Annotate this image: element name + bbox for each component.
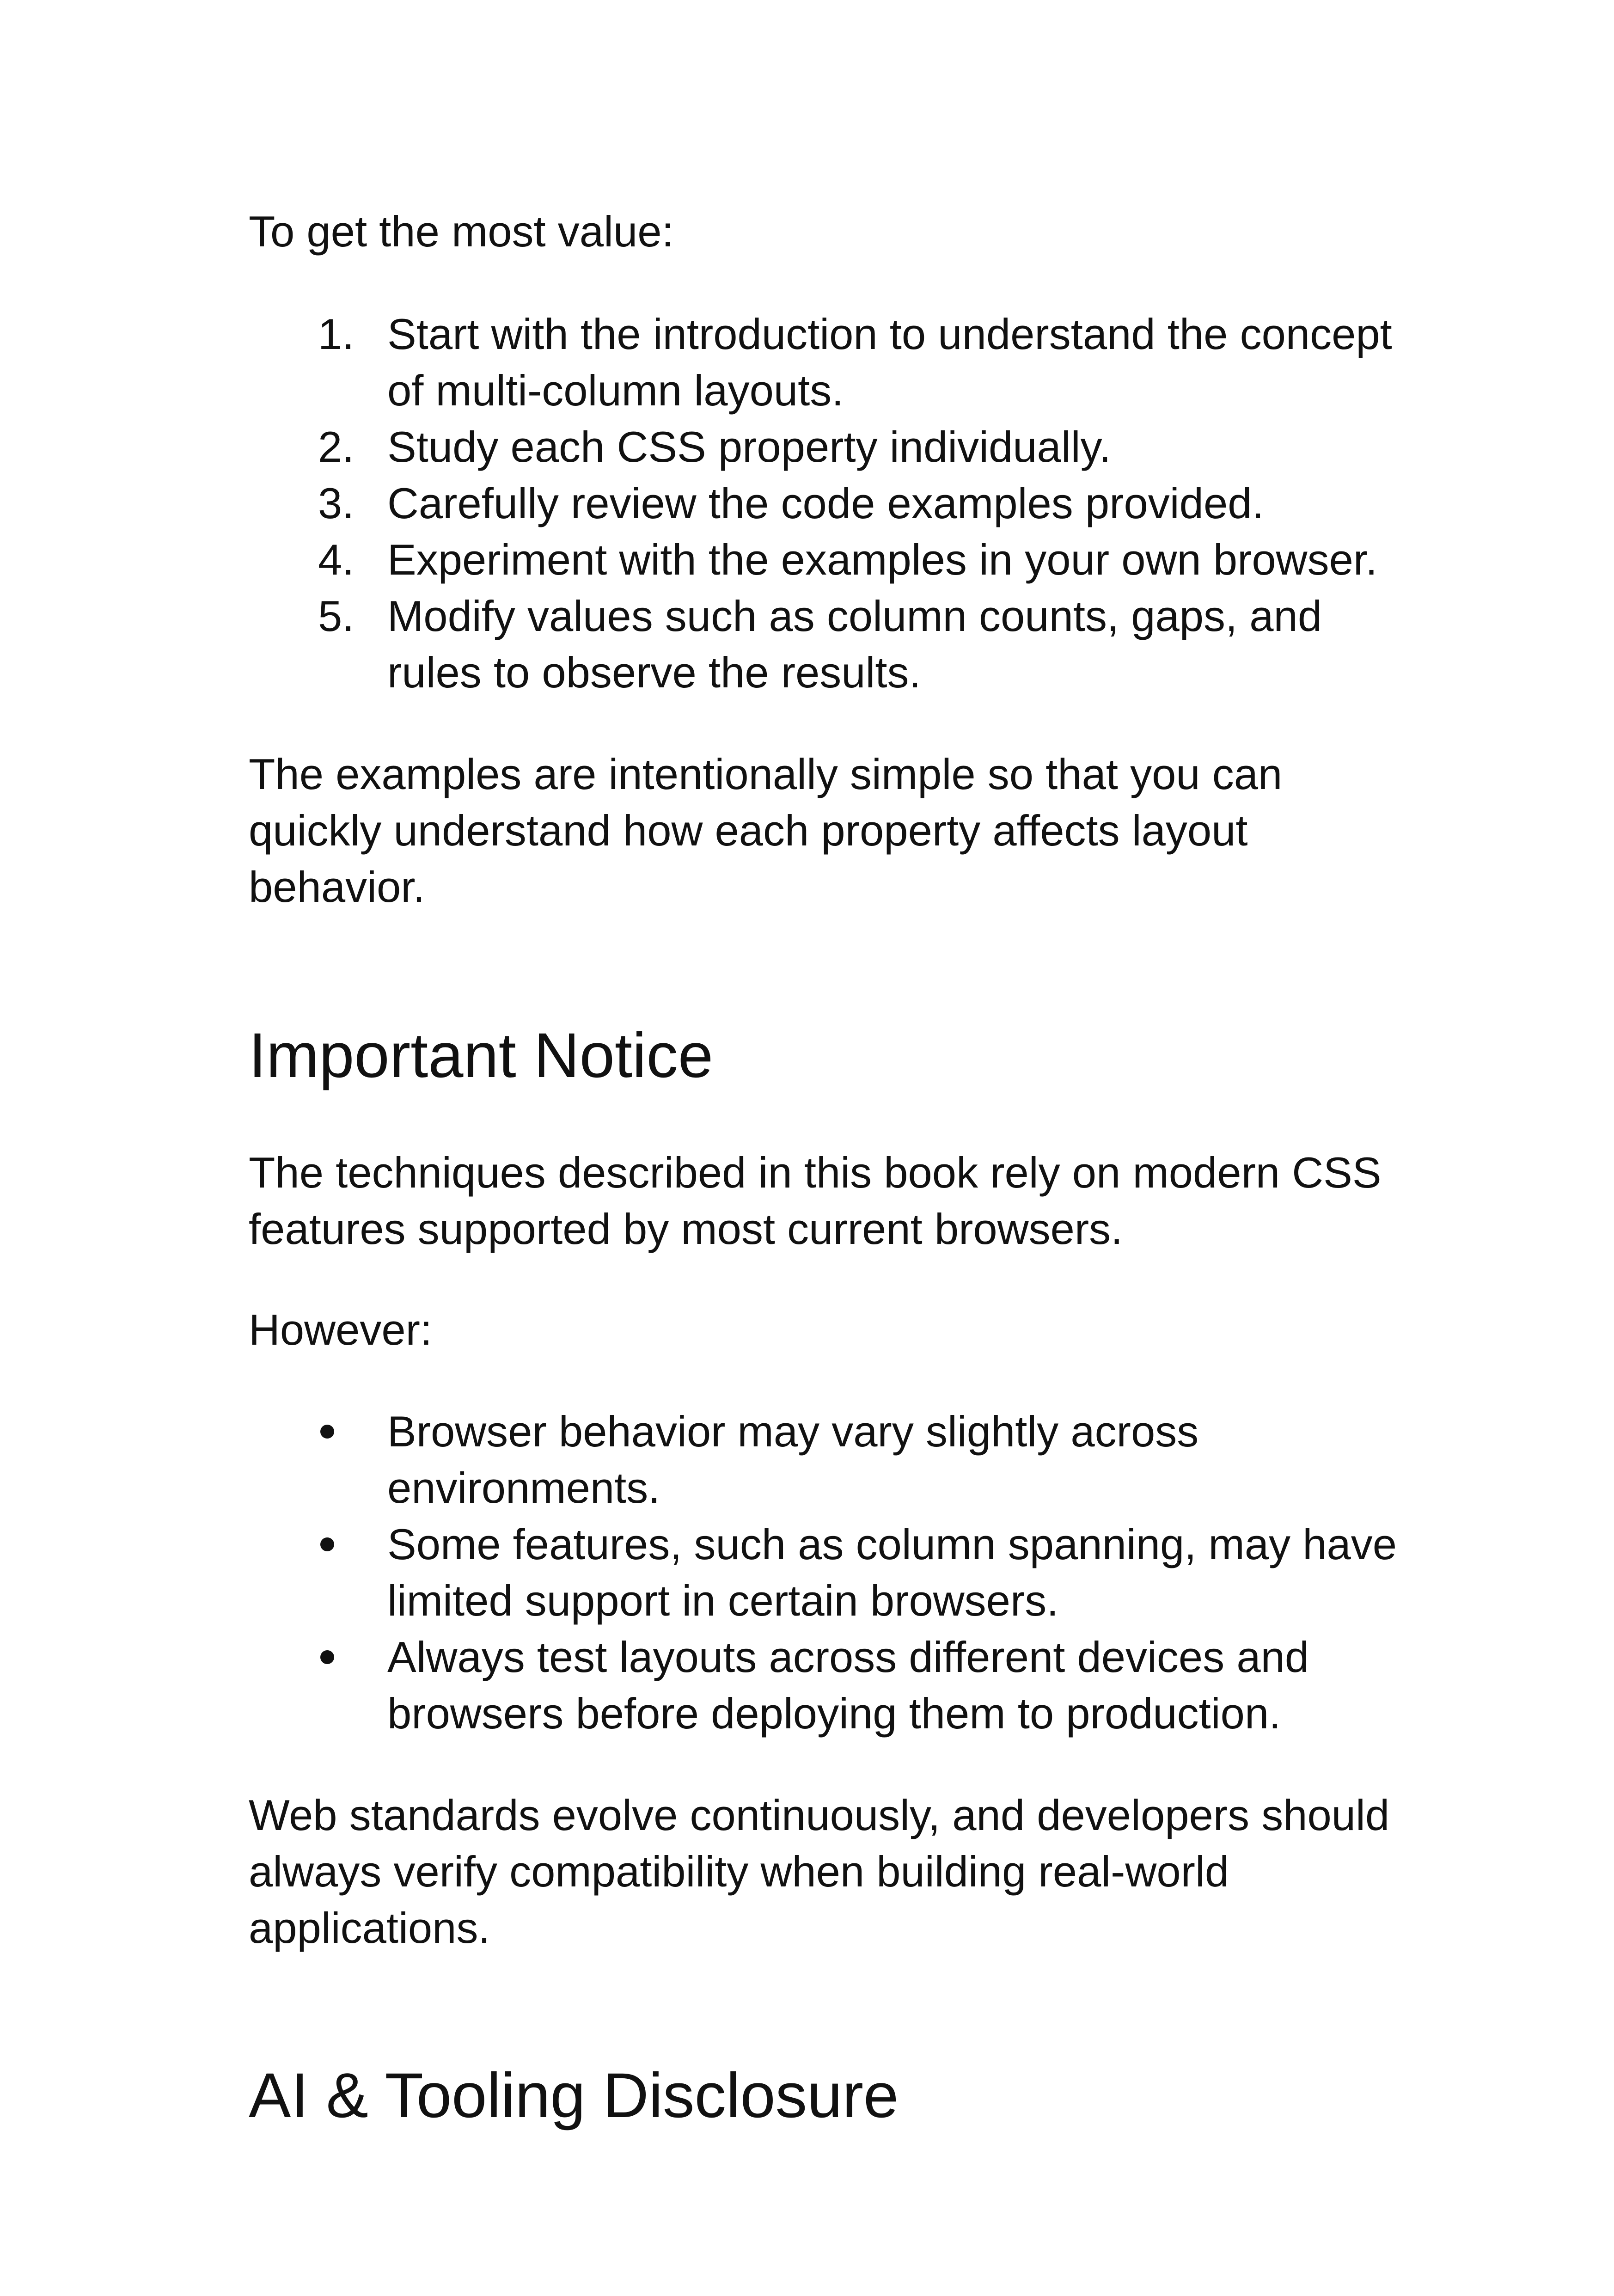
standards-paragraph: Web standards evolve continuously, and developers should always verify compatibility when building real-world applications.	[249, 1791, 1390, 1952]
steps-list	[249, 306, 1413, 701]
list-number: 1.	[318, 310, 355, 358]
list-item-text: Study each CSS property individually.	[387, 422, 1111, 471]
however-paragraph: However:	[249, 1305, 433, 1354]
steps-list-item	[249, 532, 1413, 588]
list-item-text: Start with the introduction to understand the concept of multi-column layouts.	[387, 310, 1392, 415]
list-item-text: Experiment with the examples in your own browser.	[387, 535, 1378, 584]
bullet-icon	[320, 1537, 334, 1551]
steps-list-item	[249, 419, 1413, 475]
intro-paragraph: To get the most value:	[249, 207, 674, 256]
important-notice-heading: Important Notice	[249, 1020, 714, 1091]
steps-list-item	[249, 475, 1413, 532]
examples-paragraph: The examples are intentionally simple so that you can quickly understand how each property affects layout behavior.	[249, 750, 1283, 911]
steps-list-item	[249, 306, 1413, 419]
page-content	[249, 203, 1413, 2133]
caveats-list-item	[249, 1629, 1413, 1742]
list-item-text: Always test layouts across different devices and browsers before deploying them to production.	[387, 1633, 1309, 1738]
list-item-text: Some features, such as column spanning, may have limited support in certain browsers.	[387, 1520, 1397, 1625]
caveats-list	[249, 1403, 1413, 1742]
notice-paragraph: The techniques described in this book rely on modern CSS features supported by most current browsers.	[249, 1148, 1382, 1253]
list-item-text: Carefully review the code examples provided.	[387, 479, 1264, 527]
list-item-text: Browser behavior may vary slightly across environments.	[387, 1407, 1199, 1512]
bullet-icon	[320, 1650, 334, 1664]
bullet-icon	[320, 1425, 334, 1439]
list-number: 3.	[318, 479, 355, 527]
steps-list-item	[249, 588, 1413, 701]
caveats-list-item	[249, 1403, 1413, 1516]
ai-tooling-disclosure-heading: AI & Tooling Disclosure	[249, 2060, 899, 2131]
list-item-text: Modify values such as column counts, gaps, and rules to observe the results.	[387, 592, 1322, 697]
caveats-list-item	[249, 1516, 1413, 1629]
list-number: 2.	[318, 422, 355, 471]
list-number: 5.	[318, 592, 355, 640]
list-number: 4.	[318, 535, 355, 584]
